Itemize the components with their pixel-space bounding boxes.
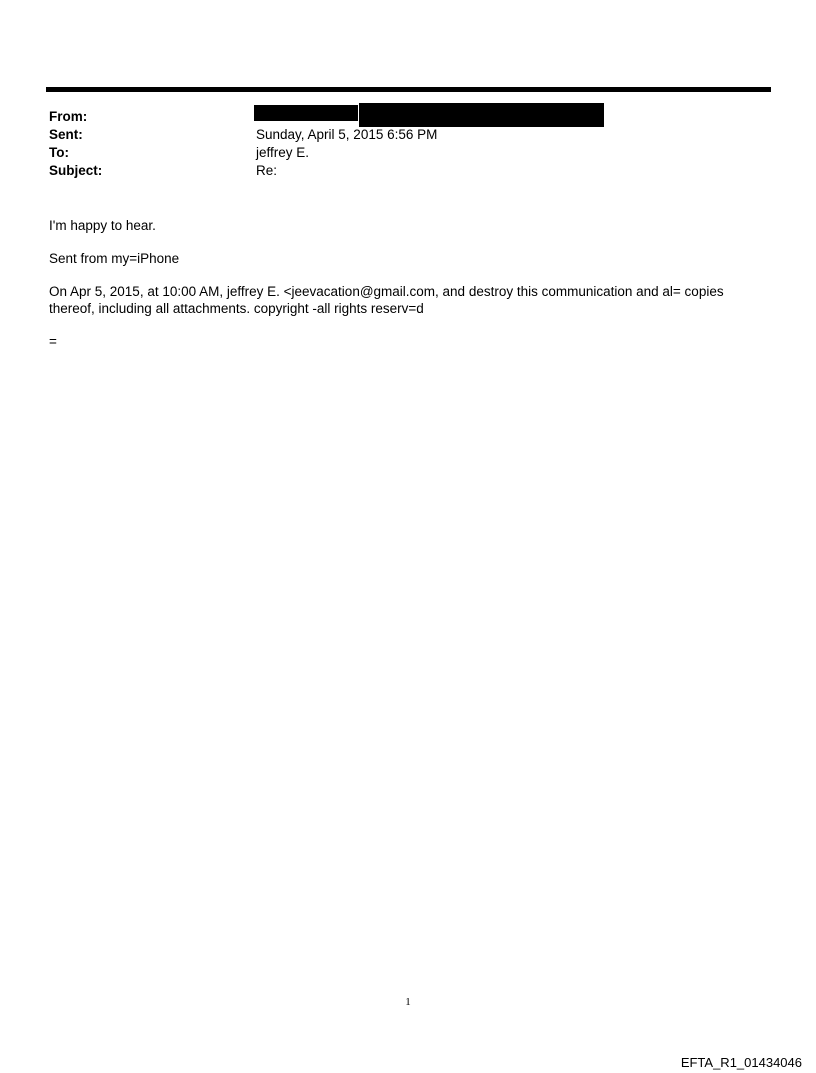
subject-value: Re: (256, 163, 278, 178)
sent-row (49, 126, 749, 144)
email-body (49, 217, 749, 366)
redaction-box (254, 105, 358, 121)
body-paragraph: I'm happy to hear. (49, 218, 156, 233)
from-row (49, 108, 749, 126)
to-value: jeffrey E. (256, 145, 310, 160)
redaction-box (359, 103, 604, 127)
from-label: From: (49, 109, 88, 124)
to-row (49, 144, 749, 162)
document-id: EFTA_R1_01434046 (680, 1055, 802, 1070)
subject-row (49, 162, 749, 180)
email-header (49, 108, 749, 180)
to-label: To: (49, 145, 69, 160)
sent-label: Sent: (49, 127, 83, 142)
page-number: 1 (405, 996, 411, 1008)
subject-label: Subject: (49, 163, 103, 178)
body-paragraph: = (49, 334, 57, 349)
body-paragraph: On Apr 5, 2015, at 10:00 AM, jeffrey E. <jeevacation@gmail.com, and destroy this communication and al= copies thereof, including all attachments. copyright -all rights reserv=d (49, 284, 724, 316)
sent-value: Sunday, April 5, 2015 6:56 PM (256, 127, 438, 142)
top-rule (46, 87, 771, 92)
body-paragraph: Sent from my=iPhone (49, 251, 180, 266)
